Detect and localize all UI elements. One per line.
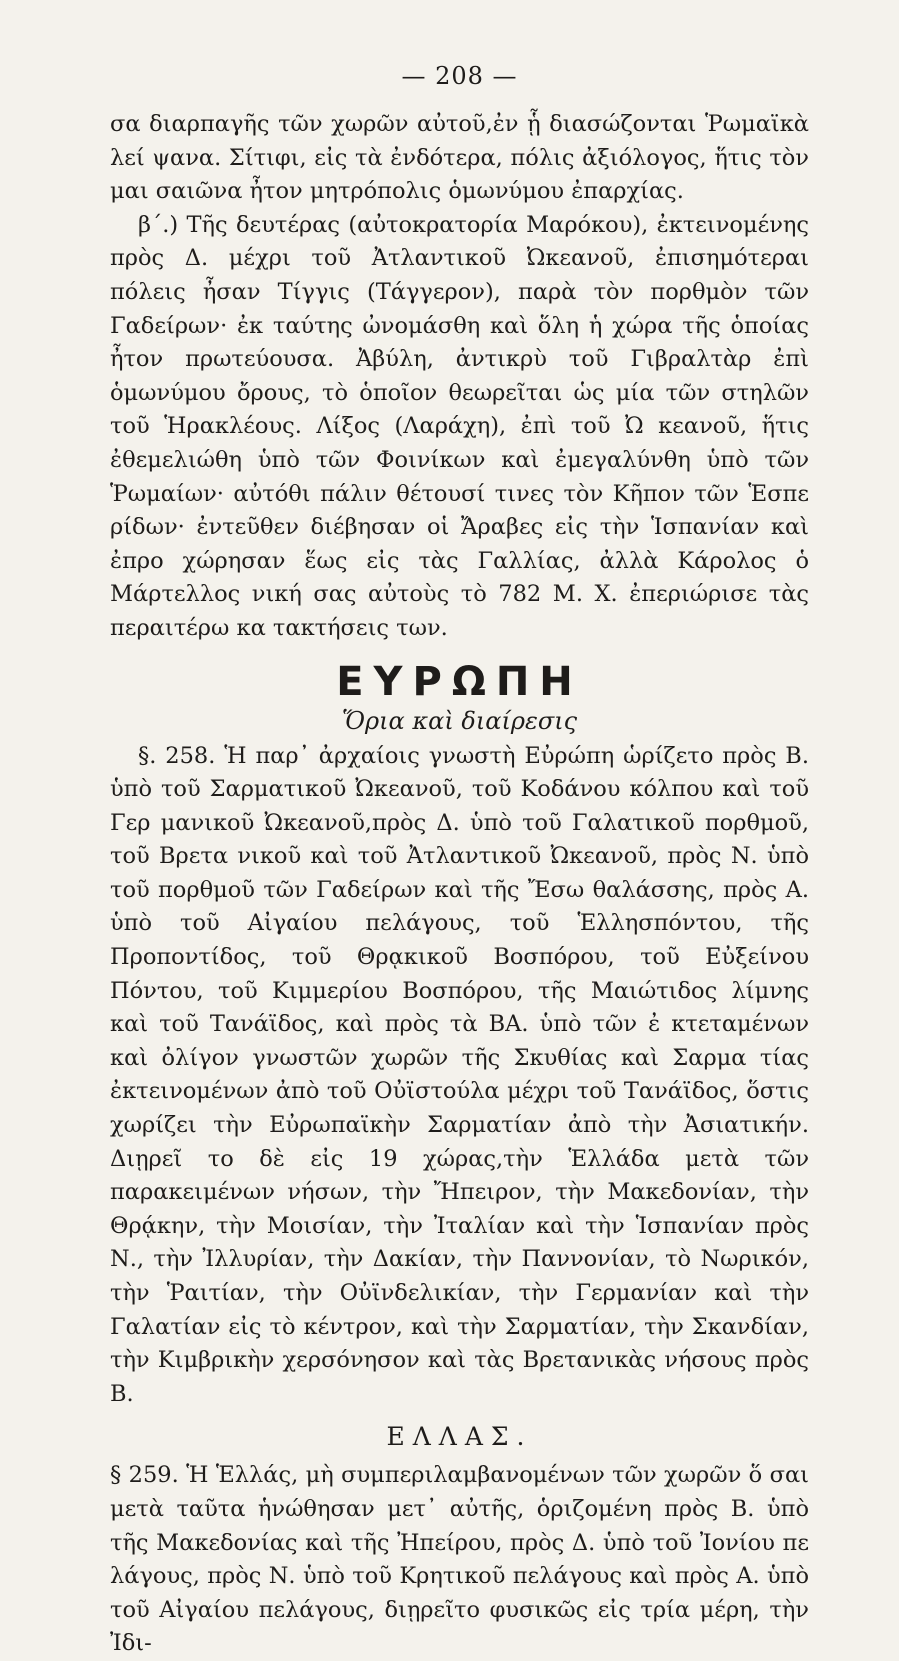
paragraph-258: §. 258. Ἡ παρ᾽ ἀρχαίοις γνωστὴ Εὐρώπη ὡρίζετο πρὸς Β. ὑπὸ τοῦ Σαρματικοῦ Ὠκεανοῦ, τοῦ Κοδάνου κόλπου καὶ τοῦ Γερ μανικοῦ Ὠκεανοῦ,πρὸς Δ. ὑπὸ τοῦ Γαλατικοῦ πορθμοῦ, τοῦ Βρετα νικοῦ καὶ τοῦ Ἀτλαντικοῦ Ὠκεανοῦ, πρὸς Ν. ὑπὸ τοῦ πορθμοῦ τῶν Γαδείρων καὶ τῆς Ἔσω θαλάσσης, πρὸς Α. ὑπὸ τοῦ Αἰγαίου πελάγους, τοῦ Ἑλλησπόντου, τῆς Προποντίδος, τοῦ Θρᾳκικοῦ Βοσπόρου, τοῦ Εὐξείνου Πόντου, τοῦ Κιμμερίου Βοσπόρου, τῆς Μαιώτιδος λίμνης καὶ τοῦ Τανάϊδος, καὶ πρὸς τὰ ΒΑ. ὑπὸ τῶν ἐ κτεταμένων καὶ ὀλίγον γνωστῶν χωρῶν τῆς Σκυθίας καὶ Σαρμα τίας ἐκτεινομένων ἀπὸ τοῦ Οὐϊστούλα μέχρι τοῦ Τανάϊδος, ὅστις χωρίζει τὴν Εὐρωπαϊκὴν Σαρματίαν ἀπὸ τὴν Ἀσιατικήν. Διῃρεῖ το δὲ εἰς 19 χώρας,τὴν Ἑλλάδα μετὰ τῶν παρακειμένων νήσων, τὴν Ἤπειρον, τὴν Μακεδονίαν, τὴν Θρᾴκην, τὴν Μοισίαν, τὴν Ἰταλίαν καὶ τὴν Ἱσπανίαν πρὸς Ν., τὴν Ἰλλυρίαν, τὴν Δακίαν, τὴν Παννονίαν, τὸ Νωρικόν, τὴν Ῥαιτίαν, τὴν Οὐϊνδελικίαν, τὴν Γερμανίαν καὶ τὴν Γαλατίαν εἰς τὸ κέντρον, καὶ τὴν Σαρματίαν, τὴν Σκανδίαν, τὴν Κιμβρικὴν χερσόνησον καὶ τὰς Βρετανικὰς νήσους πρὸς Β. xyxy=(110,742,809,1407)
paragraph-continuation: σα διαρπαγῆς τῶν χωρῶν αὐτοῦ,ἐν ᾗ διασώζονται Ῥωμαϊκὰ λεί ψανα. Σίτιφι, εἰς τὰ ἐνδότερα, πόλις ἀξιόλογος, ἥτις τὸν μαι σαιῶνα ἦτον μητρόπολις ὁμωνύμου ἐπαρχίας. xyxy=(110,111,809,205)
section-title-hellas: ΕΛΛΑΣ. xyxy=(386,1422,533,1452)
paragraph-morocco: β΄.) Τῆς δευτέρας (αὐτοκρατορία Μαρόκου), ἐκτεινομένης πρὸς Δ. μέχρι τοῦ Ἀτλαντικοῦ Ὠκεανοῦ, ἐπισημότεραι πόλεις ἦσαν Τίγγις (Τάγγερον), παρὰ τὸν πορθμὸν τῶν Γαδείρων· ἐκ ταύτης ὠνομάσθη καὶ ὅλη ἡ χώρα τῆς ὁποίας ἦτον πρωτεύουσα. Ἀβύλη, ἀντικρὺ τοῦ Γιβραλτὰρ ἐπὶ ὁμωνύμου ὄρους, τὸ ὁποῖον θεωρεῖται ὡς μία τῶν στηλῶν τοῦ Ἡρακλέους. Λίξος (Λαράχη), ἐπὶ τοῦ Ὠ κεανοῦ, ἥτις ἐθεμελιώθη ὑπὸ τῶν Φοινίκων καὶ ἐμεγαλύνθη ὑπὸ τῶν Ῥωμαίων· αὐτόθι πάλιν θέτουσί τινες τὸν Κῆπον τῶν Ἑσπε ρίδων· ἐντεῦθεν διέβησαν οἱ Ἄραβες εἰς τὴν Ἱσπανίαν καὶ ἐπρο χώρησαν ἕως εἰς τὰς Γαλλίας, ἀλλὰ Κάρολος ὁ Μάρτελλος νική σας αὐτοὺς τὸ 782 Μ. Χ. ἐπεριώρισε τὰς περαιτέρω κα τακτήσεις των. xyxy=(110,211,809,641)
section-title-europe: ΕΥΡΩΠΗ xyxy=(336,658,583,705)
page-number: — 208 — xyxy=(401,62,518,90)
section-subtitle-europe: Ὅρια καὶ διαίρεσις xyxy=(341,706,578,735)
paragraph-259: § 259. Ἡ Ἑλλάς, μὴ συμπεριλαμβανομένων τῶν χωρῶν ὅ σαι μετὰ ταῦτα ἡνώθησαν μετ᾽ αὐτῆς, ὁριζομένη πρὸς Β. ὑπὸ τῆς Μακεδονίας καὶ τῆς Ἠπείρου, πρὸς Δ. ὑπὸ τοῦ Ἰονίου πε λάγους, πρὸς Ν. ὑπὸ τοῦ Κρητικοῦ πελάγους καὶ πρὸς Α. ὑπὸ τοῦ Αἰγαίου πελάγους, διῃρεῖτο φυσικῶς εἰς τρία μέρη, τὴν Ἰδι- xyxy=(110,1462,809,1657)
